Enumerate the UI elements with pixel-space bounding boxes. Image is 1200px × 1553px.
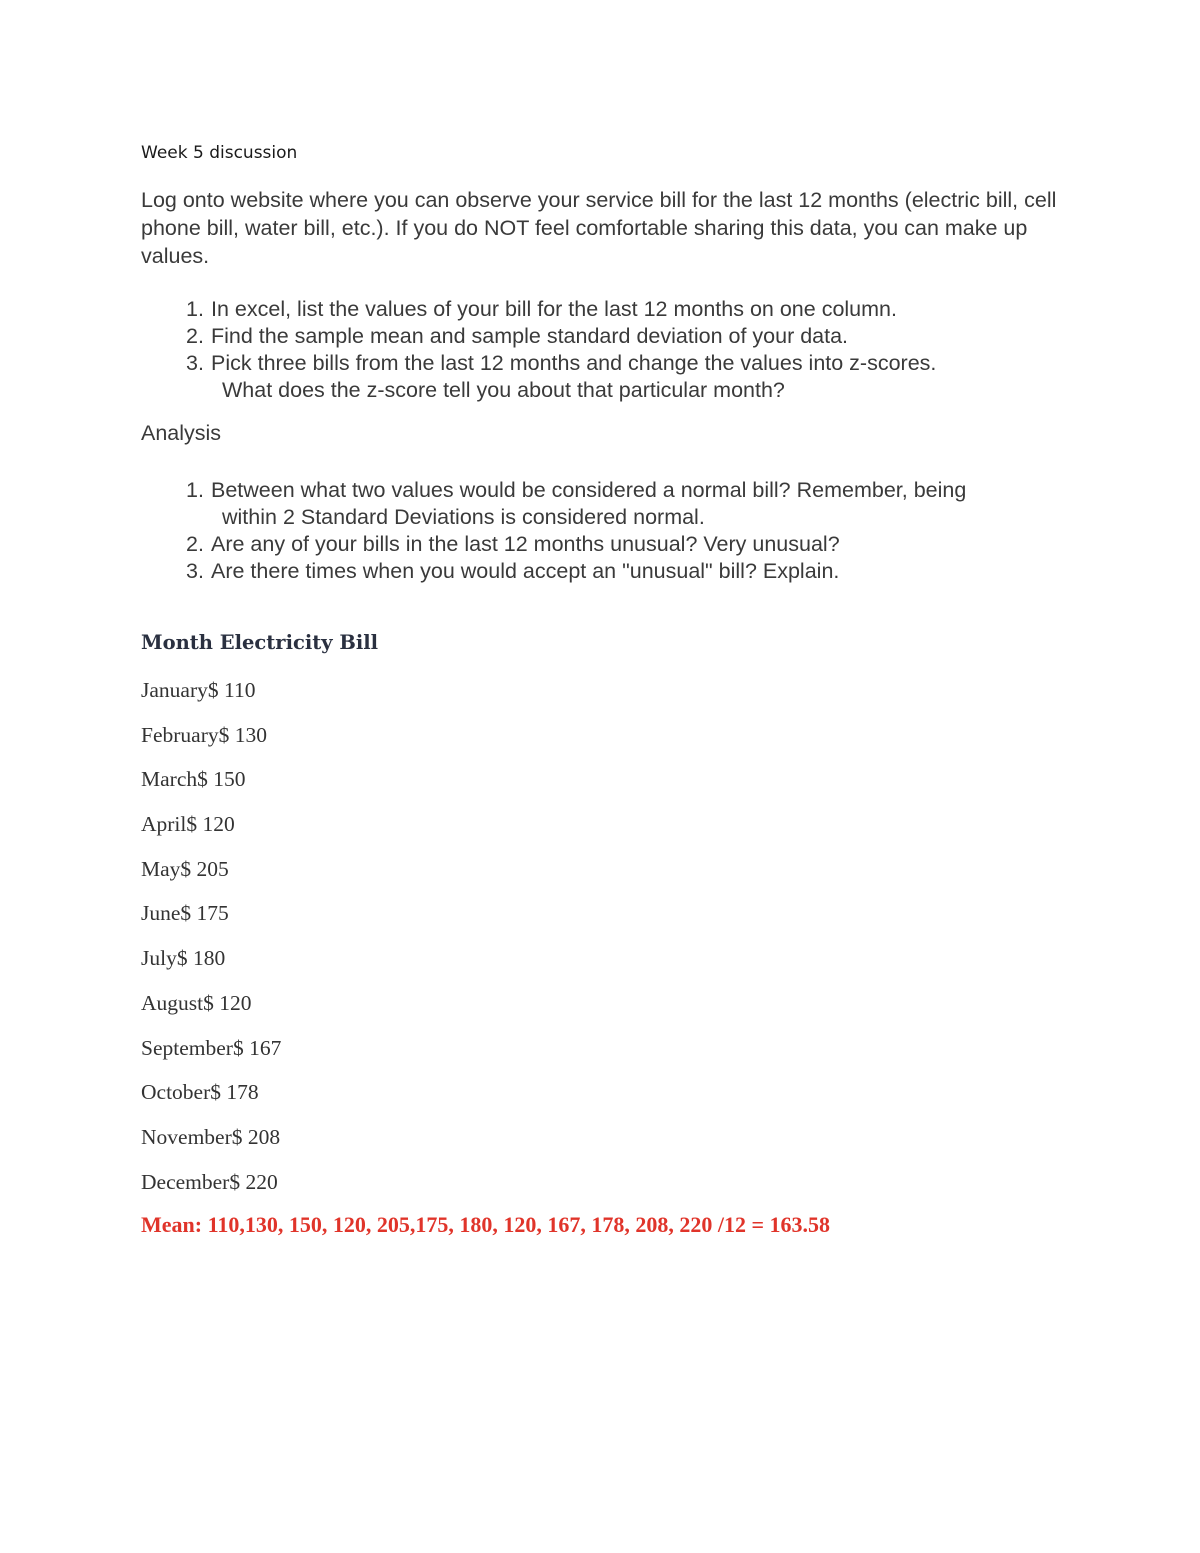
list-item-text: Are any of your bills in the last 12 months unusual? Very unusual? [211, 532, 840, 556]
bill-row: July$ 180 [141, 946, 226, 971]
analysis-list [186, 477, 1066, 585]
bill-row: October$ 178 [141, 1080, 259, 1105]
list-item-text: Are there times when you would accept an "unusual" bill? Explain. [211, 559, 840, 583]
document-title: Week 5 discussion [141, 143, 298, 163]
analysis-heading: Analysis [141, 421, 222, 445]
list-item [186, 323, 1066, 350]
list-number: 3. [186, 351, 204, 375]
list-item-continuation: What does the z-score tell you about that particular month? [222, 378, 785, 402]
bill-row: September$ 167 [141, 1035, 282, 1060]
bill-row: June$ 175 [141, 901, 229, 926]
bill-row: November$ 208 [141, 1124, 281, 1149]
bill-row: March$ 150 [141, 767, 246, 792]
list-number: 1. [186, 297, 204, 321]
bill-row: August$ 120 [141, 990, 252, 1015]
list-number: 1. [186, 478, 204, 502]
list-item-continuation: within 2 Standard Deviations is considered normal. [222, 505, 705, 529]
list-number: 2. [186, 324, 204, 348]
list-item-text: Pick three bills from the last 12 months and change the values into z-scores. [211, 351, 937, 375]
bill-table-heading: Month Electricity Bill [141, 631, 379, 654]
bill-row: May$ 205 [141, 856, 229, 881]
list-item-text: In excel, list the values of your bill for the last 12 months on one column. [211, 297, 897, 321]
bill-row: February$ 130 [141, 722, 267, 747]
list-item [186, 296, 1066, 323]
bill-row: December$ 220 [141, 1169, 278, 1194]
list-item-text: Between what two values would be considered a normal bill? Remember, being [211, 478, 967, 502]
list-item [186, 477, 1066, 531]
list-item [186, 350, 1066, 404]
intro-paragraph: Log onto website where you can observe your service bill for the last 12 months (electric bill, cell phone bill, water bill, etc.). If you do NOT feel comfortable sharing this data, you can make up values. [141, 188, 1057, 268]
bill-list [141, 676, 281, 1212]
instructions-list [186, 296, 1066, 404]
bill-row: April$ 120 [141, 812, 235, 837]
list-number: 3. [186, 559, 204, 583]
list-item [186, 558, 1066, 585]
mean-calculation: Mean: 110,130, 150, 120, 205,175, 180, 120, 167, 178, 208, 220 /12 = 163.58 [141, 1212, 831, 1237]
bill-row: January$ 110 [141, 678, 256, 702]
list-item [186, 531, 1066, 558]
list-number: 2. [186, 532, 204, 556]
list-item-text: Find the sample mean and sample standard deviation of your data. [211, 324, 849, 348]
